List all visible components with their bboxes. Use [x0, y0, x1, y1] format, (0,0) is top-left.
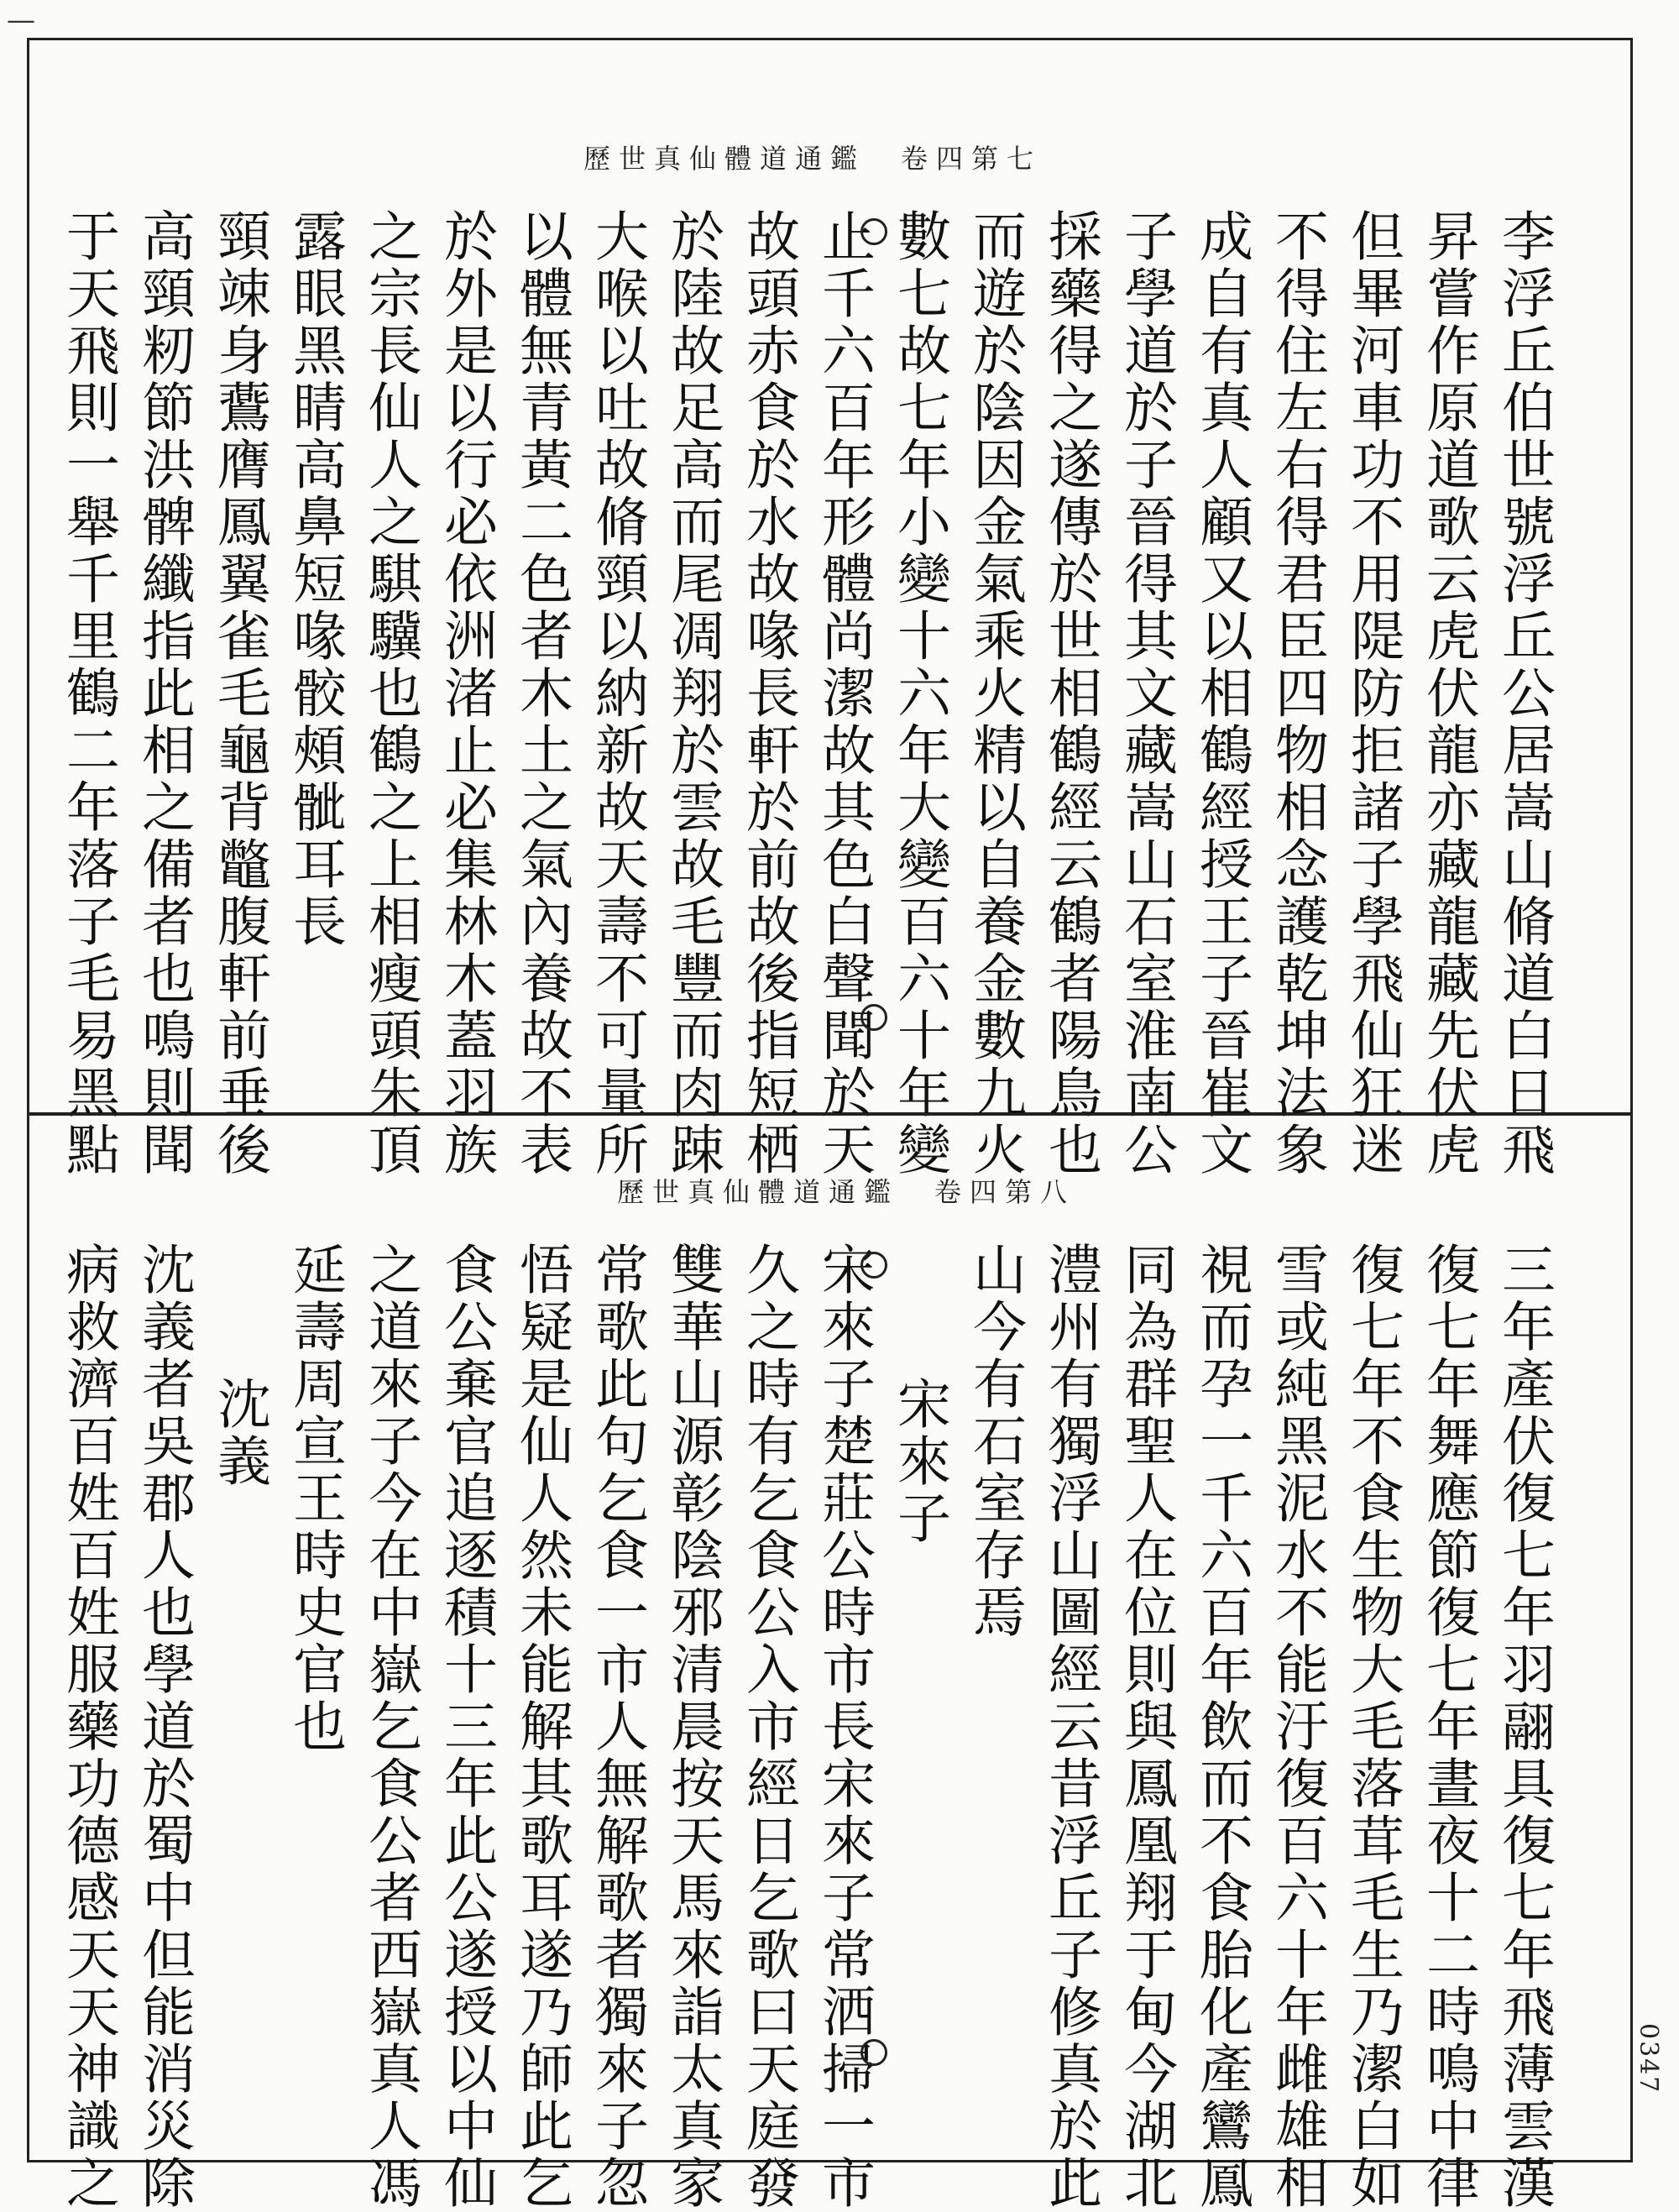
lower-page: [27, 1113, 1633, 2212]
lower-col-8: 山今有石室存焉: [964, 1242, 1026, 1641]
upper-col-4: 不得住左右得君臣四物相念護乾坤法象: [1266, 208, 1328, 1179]
lower-col-3: 復七年不食生物大毛落茸毛生乃潔白如: [1342, 1242, 1404, 2212]
upper-col-10: 止千六百年形體尚潔故其色白聲聞於天: [813, 208, 875, 1179]
upper-col-8: 而遊於陰因金氣乘火精以自養金數九火: [964, 208, 1026, 1179]
lower-col-19: 沈義者吳郡人也學道於蜀中但能消災除: [133, 1242, 195, 2212]
upper-page: [27, 38, 1633, 1179]
lower-col-17: 延壽周宣王時史官也: [284, 1242, 346, 1755]
paragraph-circle-mark: [860, 1252, 887, 1279]
upper-col-2: 昇嘗作原道歌云虎伏龍亦藏龍藏先伏虎: [1417, 208, 1479, 1179]
lower-col-6: 同為群聖人在位則與鳳凰翔于甸今湖北: [1115, 1242, 1177, 2212]
lower-section-title-2: 沈義: [208, 1376, 270, 1490]
paragraph-circle-mark: [860, 2039, 887, 2066]
upper-col-6: 子學道於子晉得其文藏嵩山石室淮南公: [1115, 208, 1177, 1179]
lower-col-20: 病救濟百姓百姓服藥功德感天天神識之: [57, 1242, 119, 2212]
lower-col-12: 雙華山源彰陰邪清晨按天馬來詣太真家: [662, 1242, 724, 2212]
upper-col-18: 頸竦身鷰膺鳳翼雀毛龜背鼈腹軒前垂後: [208, 208, 270, 1179]
lower-col-4: 雪或純黑泥水不能汙復百六十年雌雄相: [1266, 1242, 1328, 2212]
upper-col-9: 數七故七年小變十六年大變百六十年變: [888, 208, 950, 1179]
margin-page-number: 0347: [1634, 2023, 1663, 2094]
lower-col-2: 復七年舞應節復七年晝夜十二時鳴中律: [1417, 1242, 1479, 2212]
upper-col-13: 大喉以吐故脩頸以納新故天壽不可量所: [586, 208, 648, 1179]
upper-col-1: 李浮丘伯世號浮丘公居嵩山脩道白日飛: [1493, 208, 1555, 1179]
upper-col-19: 高頸籾節洪髀纖指此相之備者也鳴則聞: [133, 208, 195, 1179]
lower-col-10: 宋來子楚莊公時市長宋來子常洒掃一市: [813, 1242, 875, 2212]
upper-col-12: 於陸故足高而尾凋翔於雲故毛豐而肉踈: [662, 208, 724, 1179]
lower-col-16: 之道來子今在中嶽乞食公者西嶽真人馮: [359, 1242, 421, 2212]
paragraph-circle-mark: [860, 1004, 887, 1031]
corner-mark: —: [7, 3, 35, 37]
lower-col-13: 常歌此句乞食一市人無解歌者獨來子忽: [586, 1242, 648, 2212]
upper-col-20: 于天飛則一舉千里鶴二年落子毛易黑點: [57, 208, 119, 1179]
upper-col-11: 故頭赤食於水故喙長軒於前故後指短栖: [737, 208, 799, 1179]
lower-col-5: 視而孕一千六百年飲而不食胎化產鸞鳳: [1190, 1242, 1253, 2212]
lower-col-14: 悟疑是仙人然未能解其歌耳遂乃師此乞: [510, 1242, 573, 2212]
upper-col-7: 採藥得之遂傳於世相鶴經云鶴者陽鳥也: [1039, 208, 1101, 1179]
upper-col-17: 露眼黑睛高鼻短喙骹頰骴耳長: [284, 208, 346, 950]
lower-running-head: 歷世真仙體道通鑑 卷四第八: [617, 1176, 1076, 1208]
upper-col-16: 之宗長仙人之騏驥也鶴之上相瘦頭朱頂: [359, 208, 421, 1179]
upper-col-5: 成自有真人顧又以相鶴經授王子晉崔文: [1190, 208, 1253, 1179]
lower-col-15: 食公棄官追逐積十三年此公遂授以中仙: [435, 1242, 497, 2212]
lower-col-7: 澧州有獨浮山圖經云昔浮丘子修真於此: [1039, 1242, 1101, 2212]
upper-running-head: 歷世真仙體道通鑑 卷四第七: [583, 143, 1043, 175]
upper-col-3: 但畢河車功不用隄防拒諸子學飛仙狂迷: [1342, 208, 1404, 1179]
paragraph-circle-mark: [860, 218, 887, 245]
lower-section-title-1: 宋來子: [888, 1376, 950, 1547]
lower-col-11: 久之時有乞食公入市經日乞歌曰天庭發: [737, 1242, 799, 2212]
upper-col-14: 以體無青黃二色者木土之氣內養故不表: [510, 208, 573, 1179]
lower-col-1: 三年產伏復七年羽翮具復七年飛薄雲漢: [1493, 1242, 1555, 2212]
upper-col-15: 於外是以行必依洲渚止必集林木蓋羽族: [435, 208, 497, 1179]
